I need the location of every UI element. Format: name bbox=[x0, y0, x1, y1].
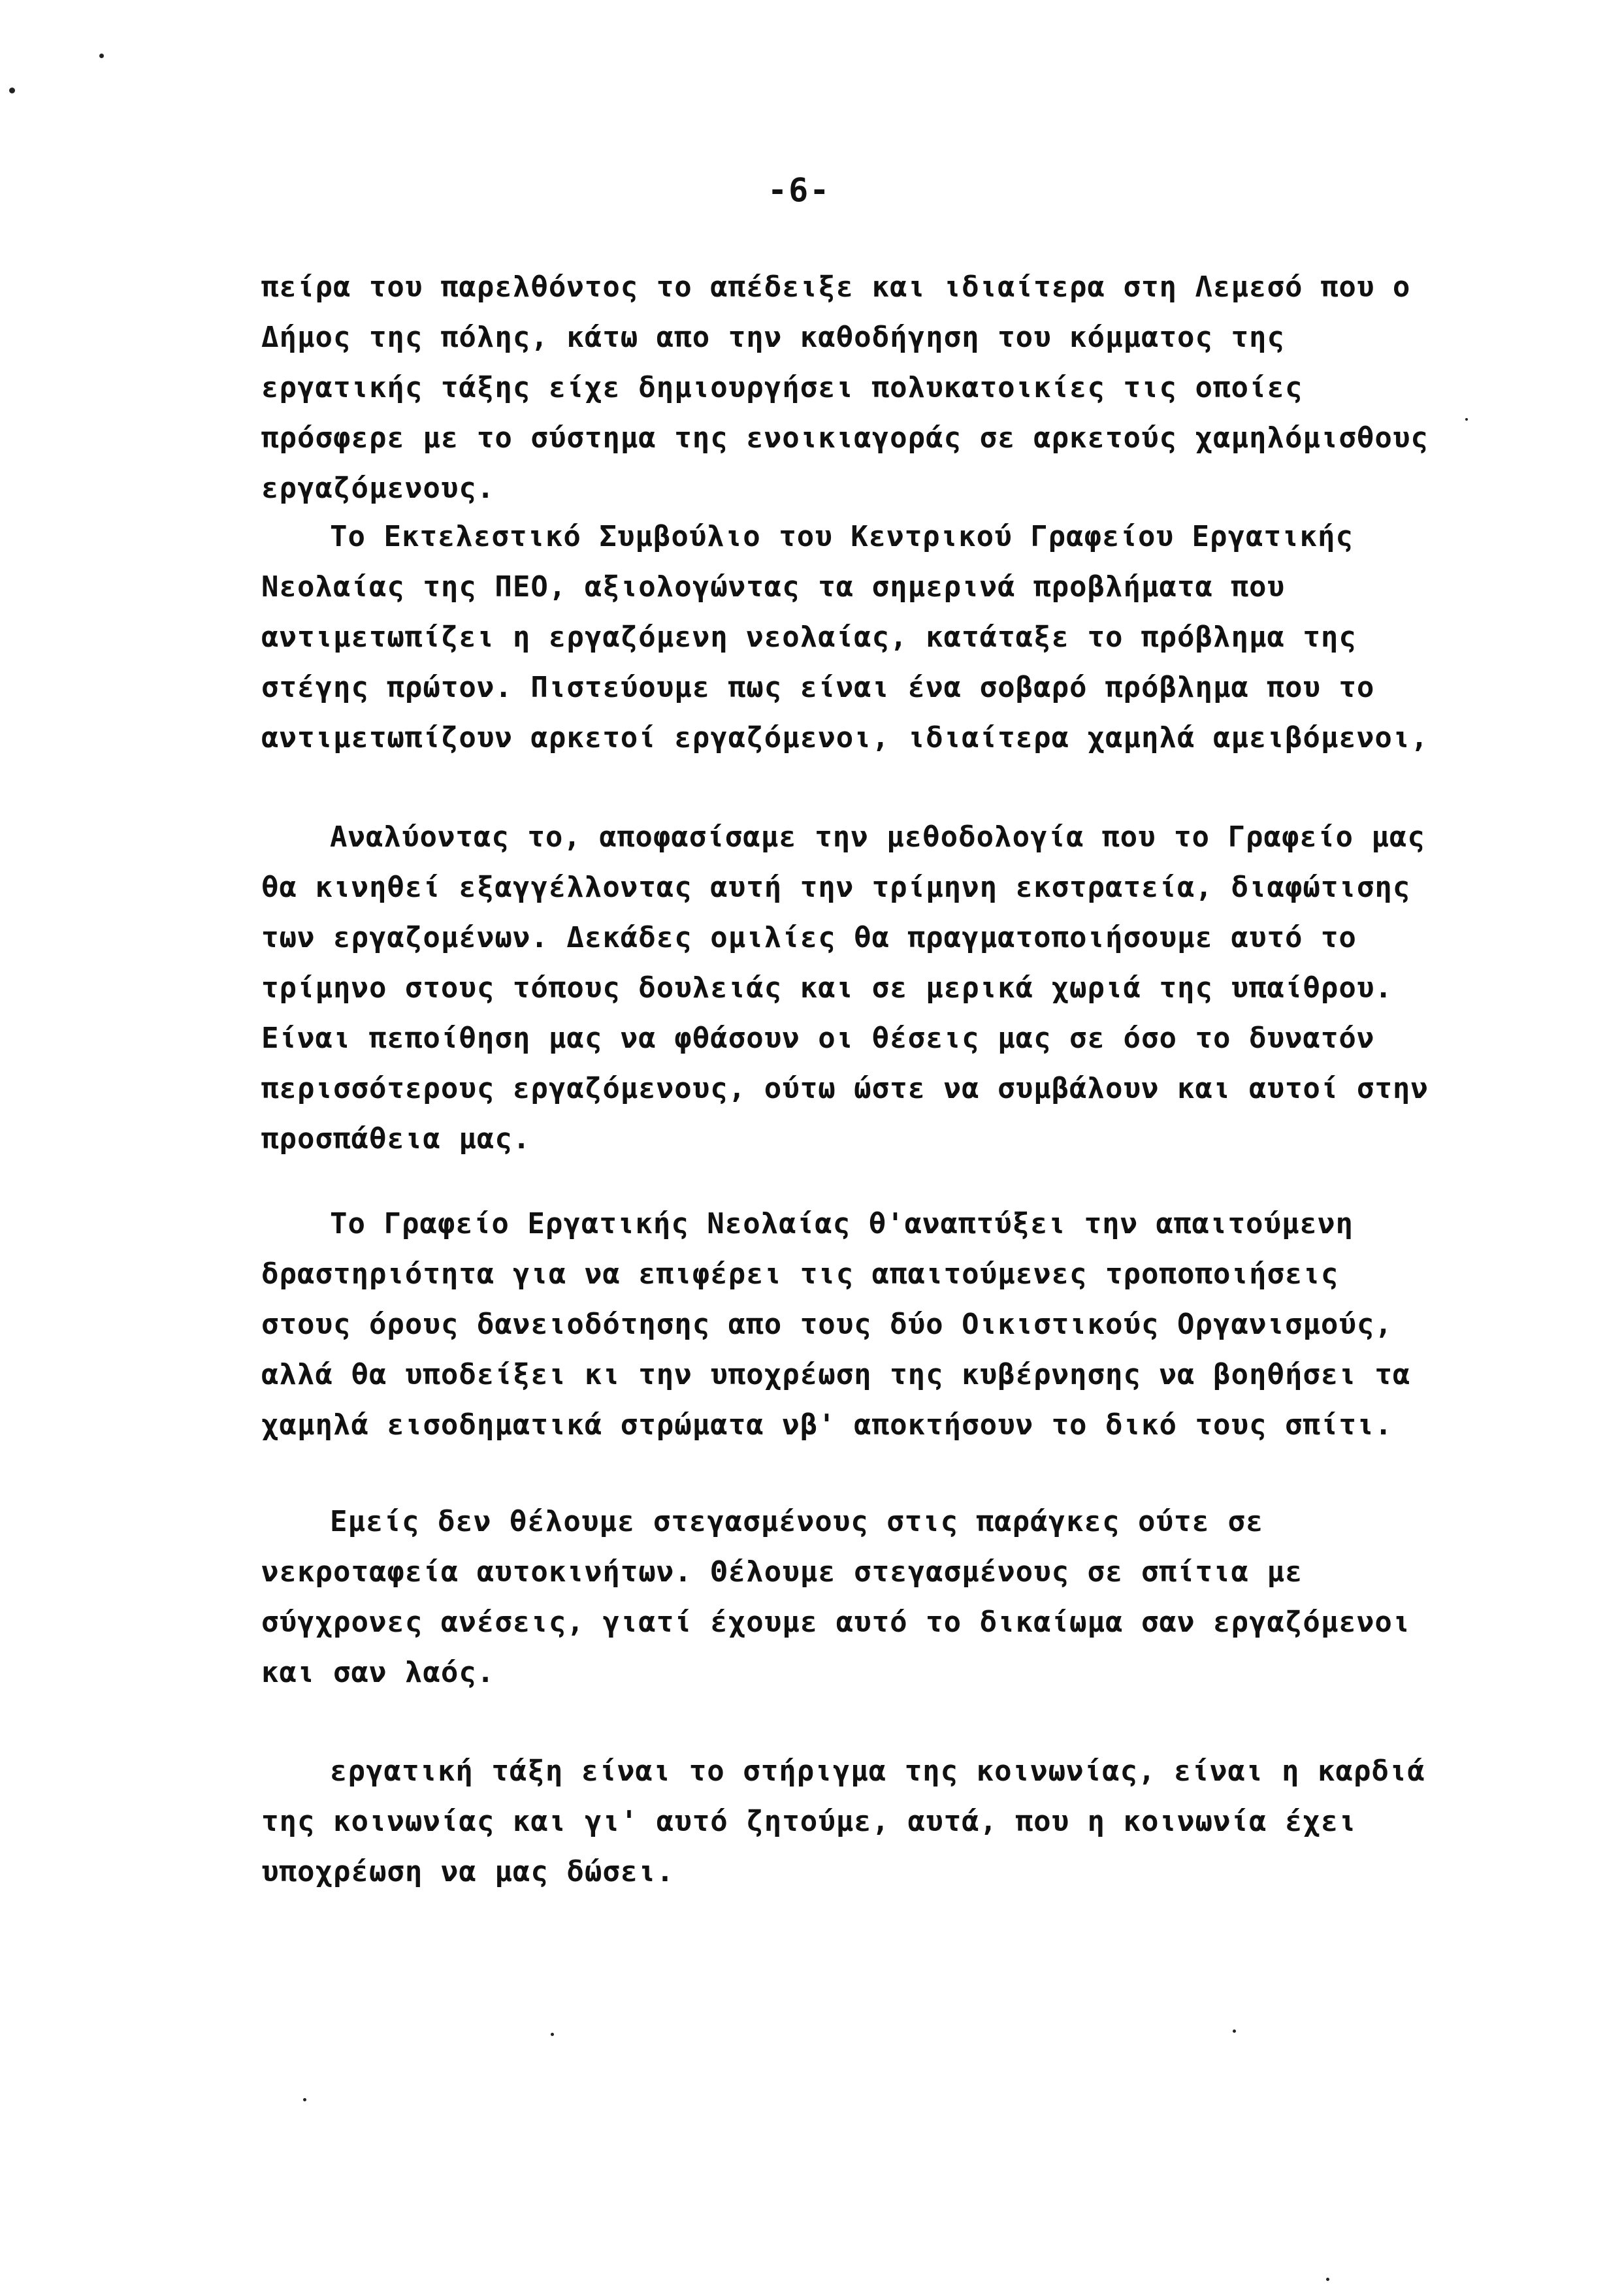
text-line: σύγχρονες ανέσεις, γιατί έχουμε αυτό το δικαίωμα σαν εργαζόμενοι bbox=[261, 1606, 1411, 1639]
scan-speck bbox=[99, 54, 104, 58]
text-line: χαμηλά εισοδηματικά στρώματα νβ' αποκτήσουν το δικό τους σπίτι. bbox=[261, 1408, 1393, 1442]
text-line: Το Γραφείο Εργατικής Νεολαίας θ'αναπτύξει την απαιτούμενη bbox=[330, 1207, 1354, 1240]
text-line: Εμείς δεν θέλουμε στεγασμένους στις παράγκες ούτε σε bbox=[330, 1505, 1264, 1538]
text-line: περισσότερους εργαζόμενους, ούτω ώστε να συμβάλουν και αυτοί στην bbox=[261, 1072, 1429, 1105]
text-line: πείρα του παρελθόντος το απέδειξε και ιδιαίτερα στη Λεμεσό που ο bbox=[261, 270, 1411, 304]
text-line: εργαζόμενους. bbox=[261, 472, 495, 505]
text-line: Το Εκτελεστικό Συμβούλιο του Κεντρικού Γραφείου Εργατικής bbox=[330, 520, 1354, 553]
text-line: Νεολαίας της ΠΕΟ, αξιολογώντας τα σημερινά προβλήματα που bbox=[261, 570, 1285, 604]
text-line: εργατικής τάξης είχε δημιουργήσει πολυκατοικίες τις οποίες bbox=[261, 371, 1303, 404]
text-line: στέγης πρώτον. Πιστεύουμε πως είναι ένα σοβαρό πρόβλημα που το bbox=[261, 671, 1375, 704]
text-line: εργατική τάξη είναι το στήριγμα της κοινωνίας, είναι η καρδιά bbox=[330, 1754, 1425, 1788]
scan-speck bbox=[1233, 2029, 1236, 2033]
text-line: Αναλύοντας το, αποφασίσαμε την μεθοδολογία που το Γραφείο μας bbox=[330, 820, 1425, 854]
text-line: Είναι πεποίθηση μας να φθάσουν οι θέσεις μας σε όσο το δυνατόν bbox=[261, 1022, 1375, 1055]
text-line: αλλά θα υποδείξει κι την υποχρέωση της κυβέρνησης να βοηθήσει τα bbox=[261, 1358, 1411, 1391]
text-line: θα κινηθεί εξαγγέλλοντας αυτή την τρίμηνη εκστρατεία, διαφώτισης bbox=[261, 871, 1411, 904]
text-line: δραστηριότητα για να επιφέρει τις απαιτούμενες τροποποιήσεις bbox=[261, 1257, 1339, 1291]
scan-speck bbox=[9, 88, 15, 93]
scan-speck bbox=[1465, 418, 1468, 421]
text-line: νεκροταφεία αυτοκινήτων. Θέλουμε στεγασμένους σε σπίτια με bbox=[261, 1555, 1303, 1589]
text-line: των εργαζομένων. Δεκάδες ομιλίες θα πραγματοποιήσουμε αυτό το bbox=[261, 921, 1357, 954]
text-line: πρόσφερε με το σύστημα της ενοικιαγοράς σε αρκετούς χαμηλόμισθους bbox=[261, 421, 1429, 455]
text-line: προσπάθεια μας. bbox=[261, 1122, 531, 1156]
text-line: στους όρους δανειοδότησης απο τους δύο Οικιστικούς Οργανισμούς, bbox=[261, 1308, 1393, 1341]
scan-speck bbox=[1326, 2278, 1329, 2281]
text-line: Δήμος της πόλης, κάτω απο την καθοδήγηση του κόμματος της bbox=[261, 321, 1285, 354]
scan-speck bbox=[303, 2098, 306, 2101]
text-line: υποχρέωση να μας δώσει. bbox=[261, 1855, 675, 1888]
text-line: αντιμετωπίζει η εργαζόμενη νεολαίας, κατάταξε το πρόβλημα της bbox=[261, 621, 1357, 654]
text-line: τρίμηνο στους τόπους δουλειάς και σε μερικά χωριά της υπαίθρου. bbox=[261, 971, 1393, 1005]
text-line: αντιμετωπίζουν αρκετοί εργαζόμενοι, ιδιαίτερα χαμηλά αμειβόμενοι, bbox=[261, 721, 1429, 754]
page-number: -6- bbox=[768, 171, 831, 209]
text-line: και σαν λαός. bbox=[261, 1656, 495, 1689]
scan-speck bbox=[551, 2033, 554, 2036]
text-line: της κοινωνίας και γι' αυτό ζητούμε, αυτά, που η κοινωνία έχει bbox=[261, 1805, 1357, 1838]
